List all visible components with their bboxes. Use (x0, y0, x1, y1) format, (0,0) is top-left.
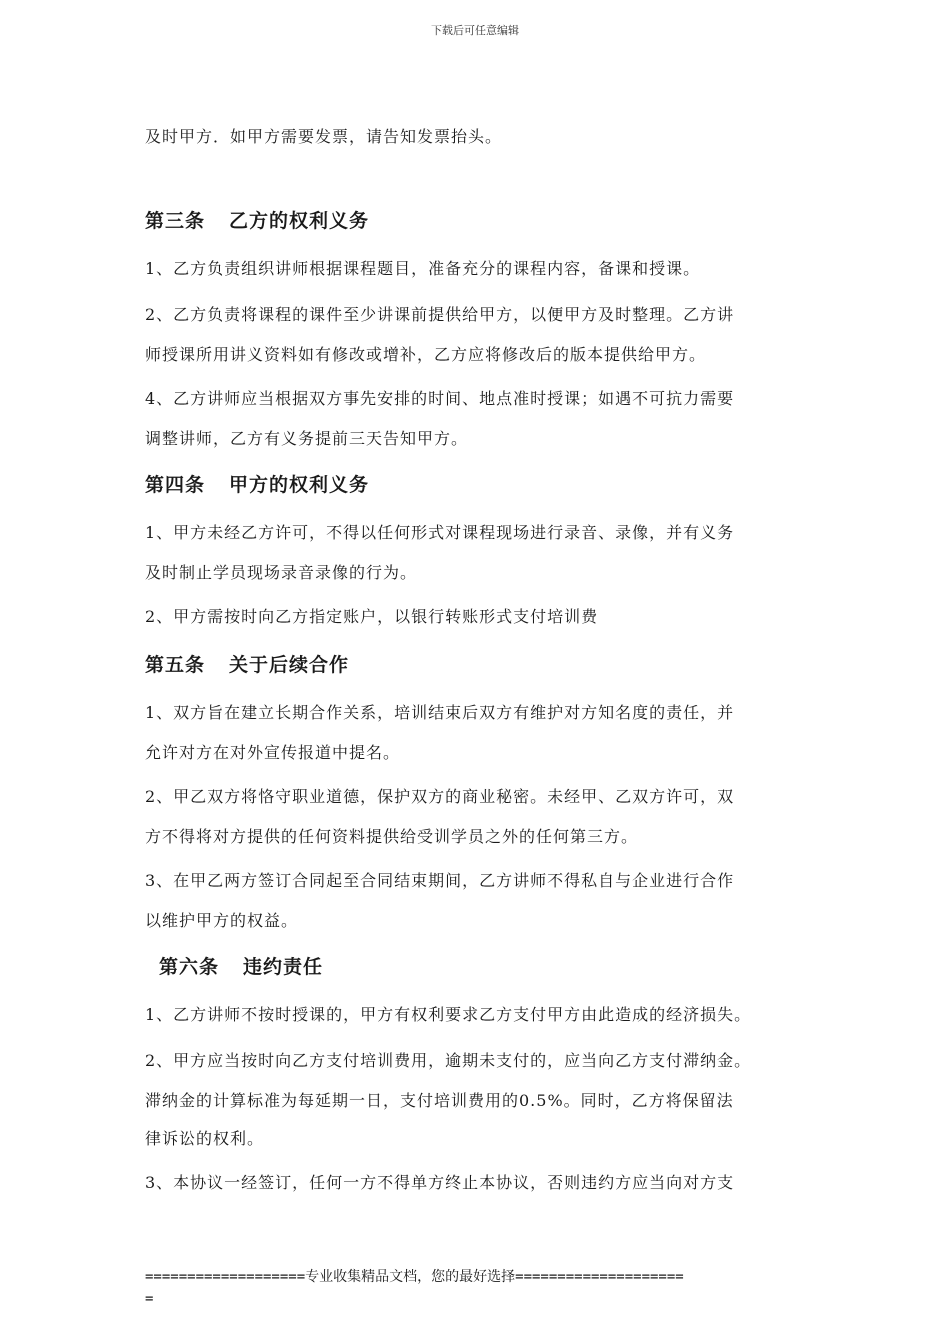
paragraph-line: 允许对方在对外宣传报道中提名。 (145, 743, 401, 762)
section-heading-4 (145, 470, 369, 497)
section-number: 第六条 (159, 956, 220, 978)
section-heading-6 (159, 952, 323, 979)
page-header-note: 下载后可任意编辑 (431, 24, 519, 37)
paragraph-line: 3、在甲乙两方签订合同起至合同结束期间，乙方讲师不得私自与企业进行合作 (145, 871, 735, 890)
section-heading-3 (145, 206, 369, 233)
section-title: 违约责任 (243, 956, 324, 978)
paragraph-line: 律诉讼的权利。 (145, 1129, 265, 1148)
paragraph-line: 调整讲师，乙方有义务提前三天告知甲方。 (145, 429, 469, 448)
section-number: 第四条 (145, 474, 206, 496)
footer-line: = (145, 1291, 154, 1307)
section-title: 关于后续合作 (229, 654, 350, 676)
paragraph-line: 师授课所用讲义资料如有修改或增补，乙方应将修改后的版本提供给甲方。 (145, 345, 707, 364)
paragraph-line: 3、本协议一经签订，任何一方不得单方终止本协议，否则违约方应当向对方支 (145, 1173, 735, 1192)
paragraph-line: 2、甲方需按时向乙方指定账户，以银行转账形式支付培训费 (145, 607, 599, 626)
footer-line: ===================专业收集精品文档，您的最好选择==================== (145, 1269, 684, 1285)
paragraph-line: 及时甲方．如甲方需要发票，请告知发票抬头。 (145, 127, 503, 146)
paragraph-line: 及时制止学员现场录音录像的行为。 (145, 563, 418, 582)
paragraph-line: 1、双方旨在建立长期合作关系，培训结束后双方有维护对方知名度的责任，并 (145, 703, 735, 722)
paragraph-line: 方不得将对方提供的任何资料提供给受训学员之外的任何第三方。 (145, 827, 639, 846)
section-title: 乙方的权利义务 (229, 210, 370, 232)
paragraph-line: 以维护甲方的权益。 (145, 911, 299, 930)
page-footer (145, 1266, 825, 1310)
paragraph-line: 1、甲方未经乙方许可，不得以任何形式对课程现场进行录音、录像，并有义务 (145, 523, 735, 542)
paragraph-line: 2、甲乙双方将恪守职业道德，保护双方的商业秘密。未经甲、乙双方许可，双 (145, 787, 735, 806)
paragraph-line: 1、乙方讲师不按时授课的，甲方有权利要求乙方支付甲方由此造成的经济损失。 (145, 1005, 752, 1024)
paragraph-line: 1、乙方负责组织讲师根据课程题目，准备充分的课程内容，备课和授课。 (145, 259, 701, 278)
section-number: 第五条 (145, 654, 206, 676)
paragraph-line: 4、乙方讲师应当根据双方事先安排的时间、地点准时授课；如遇不可抗力需要 (145, 389, 735, 408)
paragraph-line: 2、甲方应当按时向乙方支付培训费用，逾期未支付的，应当向乙方支付滞纳金。 (145, 1051, 752, 1070)
section-title: 甲方的权利义务 (229, 474, 370, 496)
section-heading-5 (145, 650, 349, 677)
paragraph-line: 滞纳金的计算标准为每延期一日，支付培训费用的0.5%。同时，乙方将保留法 (145, 1091, 734, 1110)
section-number: 第三条 (145, 210, 206, 232)
paragraph-line: 2、乙方负责将课程的课件至少讲课前提供给甲方，以便甲方及时整理。乙方讲 (145, 305, 735, 324)
